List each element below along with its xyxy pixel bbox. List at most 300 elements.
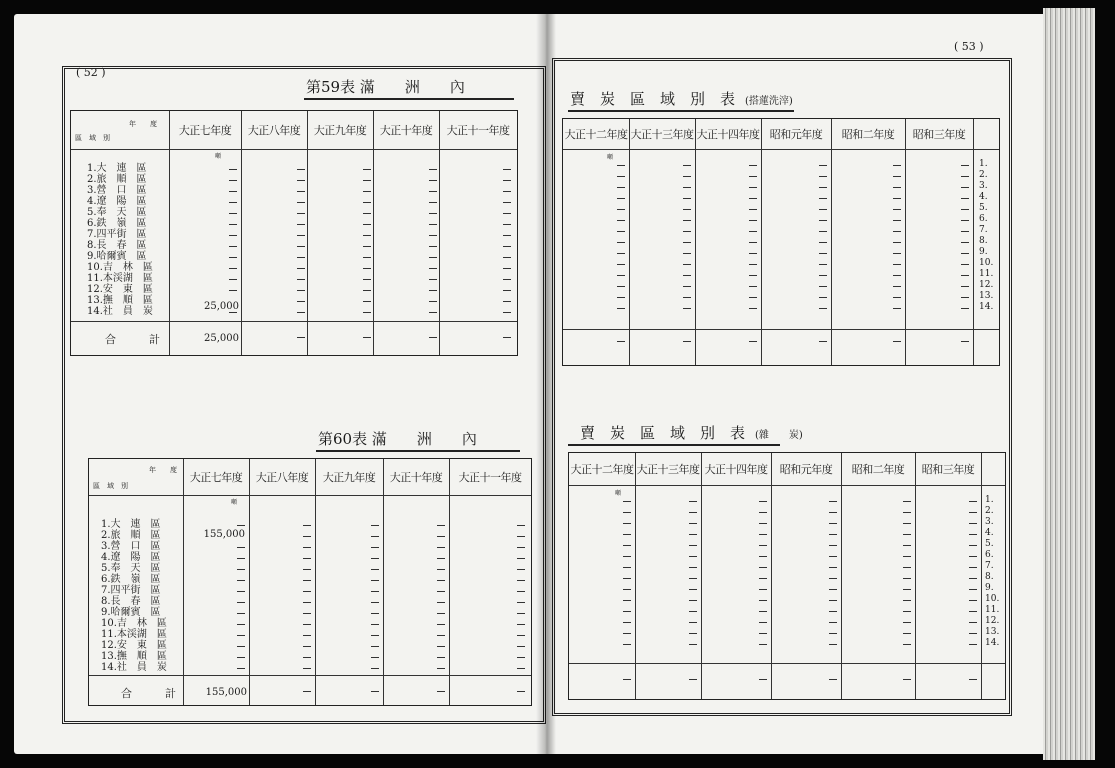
right-table60-col-header: 大正十四年度: [704, 463, 768, 476]
nil-dash: [303, 525, 311, 526]
region-label: 5.奉 天 區: [101, 563, 161, 574]
nil-dash: [759, 501, 767, 502]
row-number: 2.: [985, 506, 994, 516]
region-label: 10.吉 林 區: [101, 618, 167, 629]
nil-dash: [749, 308, 757, 309]
nil-dash: [517, 624, 525, 625]
nil-dash: [961, 198, 969, 199]
nil-dash: [237, 558, 245, 559]
nil-dash: [969, 611, 977, 612]
nil-dash: [229, 312, 237, 313]
nil-dash: [437, 558, 445, 559]
right-table59-col-header: 大正十二年度: [564, 128, 628, 141]
region-label: 10.吉 林 區: [87, 262, 153, 273]
nil-dash: [759, 567, 767, 568]
nil-dash: [229, 257, 237, 258]
region-label: 5.奉 天 區: [87, 207, 147, 218]
right-table59-title: [570, 88, 793, 109]
nil-dash: [363, 312, 371, 313]
right-table60-col-header: 昭和元年度: [779, 463, 833, 476]
right-table60-col-header: 昭和二年度: [851, 463, 905, 476]
row-number: 13.: [979, 291, 994, 301]
table59-total-value: 25,000: [204, 333, 239, 344]
nil-dash: [303, 602, 311, 603]
row-number: 11.: [985, 605, 1000, 615]
nil-dash: [623, 512, 631, 513]
right-table60-col-header: 大正十三年度: [636, 463, 700, 476]
nil-dash: [759, 589, 767, 590]
region-label: 11.本渓湖 區: [101, 629, 167, 640]
nil-dash-total: [371, 691, 379, 692]
nil-dash-total: [303, 691, 311, 692]
table59-diagonal-top: 年 度: [129, 120, 157, 128]
nil-dash: [819, 209, 827, 210]
nil-dash: [829, 633, 837, 634]
nil-dash: [759, 556, 767, 557]
nil-dash: [819, 275, 827, 276]
nil-dash: [437, 613, 445, 614]
nil-dash: [623, 589, 631, 590]
right-table60-title-text: 賣 炭 區 域 別 表: [580, 424, 746, 442]
nil-dash: [429, 290, 437, 291]
nil-dash: [437, 602, 445, 603]
nil-dash: [617, 297, 625, 298]
table59-title-rule: [304, 98, 514, 100]
region-label: 14.社 員 炭: [87, 306, 153, 317]
nil-dash: [371, 558, 379, 559]
row-number: 9.: [985, 583, 994, 593]
nil-dash: [363, 213, 371, 214]
nil-dash: [503, 235, 511, 236]
page-number-right: ( 53 ): [954, 40, 984, 53]
nil-dash: [617, 187, 625, 188]
nil-dash: [759, 512, 767, 513]
nil-dash: [363, 191, 371, 192]
nil-dash: [829, 567, 837, 568]
nil-dash: [371, 657, 379, 658]
nil-dash: [759, 622, 767, 623]
nil-dash: [617, 176, 625, 177]
nil-dash: [683, 220, 691, 221]
nil-dash: [503, 257, 511, 258]
table60-col-header: 大正十一年度: [458, 471, 522, 484]
nil-dash: [229, 191, 237, 192]
nil-dash: [683, 187, 691, 188]
nil-dash-total: [503, 337, 511, 338]
nil-dash: [819, 231, 827, 232]
nil-dash: [371, 613, 379, 614]
nil-dash-total: [829, 679, 837, 680]
nil-dash: [517, 646, 525, 647]
row-number: 8.: [979, 236, 988, 246]
row-number: 4.: [979, 192, 988, 202]
nil-dash: [517, 657, 525, 658]
nil-dash: [517, 547, 525, 548]
region-label: 2.旅 順 區: [87, 174, 147, 185]
nil-dash: [617, 286, 625, 287]
nil-dash: [437, 580, 445, 581]
nil-dash: [363, 268, 371, 269]
nil-dash: [429, 279, 437, 280]
region-label: 14.社 員 炭: [101, 662, 167, 673]
nil-dash: [829, 534, 837, 535]
table60-title-rule: [316, 450, 520, 452]
right-table59-col-header: 大正十三年度: [630, 128, 694, 141]
nil-dash: [683, 176, 691, 177]
nil-dash: [819, 286, 827, 287]
nil-dash-total: [819, 341, 827, 342]
nil-dash: [759, 545, 767, 546]
nil-dash-total: [893, 341, 901, 342]
nil-dash: [371, 525, 379, 526]
nil-dash: [961, 275, 969, 276]
nil-dash: [903, 611, 911, 612]
nil-dash: [371, 602, 379, 603]
nil-dash: [683, 308, 691, 309]
nil-dash: [689, 578, 697, 579]
row-number: 6.: [985, 550, 994, 560]
nil-dash: [961, 308, 969, 309]
nil-dash: [893, 275, 901, 276]
region-label: 3.營 口 區: [101, 541, 161, 552]
nil-dash: [819, 242, 827, 243]
nil-dash: [819, 264, 827, 265]
nil-dash: [617, 209, 625, 210]
nil-dash: [437, 547, 445, 548]
table60-diagonal-bottom: 區 域 別: [93, 482, 128, 490]
table59-col-header: 大正八年度: [247, 124, 301, 137]
nil-dash: [503, 290, 511, 291]
row-number: 8.: [985, 572, 994, 582]
nil-dash: [689, 633, 697, 634]
right-table60-col-header: 大正十二年度: [570, 463, 634, 476]
right-table60-number-list: [985, 495, 1005, 649]
nil-dash: [893, 198, 901, 199]
nil-dash: [961, 176, 969, 177]
row-number: 14.: [985, 638, 1000, 648]
nil-dash: [237, 547, 245, 548]
nil-dash: [363, 279, 371, 280]
nil-dash: [689, 622, 697, 623]
nil-dash: [759, 600, 767, 601]
nil-dash: [429, 180, 437, 181]
nil-dash: [819, 187, 827, 188]
nil-dash: [623, 567, 631, 568]
right-table59-grid: [562, 118, 1000, 366]
region-label: 7.四平街 區: [87, 229, 147, 240]
nil-dash: [517, 613, 525, 614]
nil-dash: [893, 176, 901, 177]
right-table60-subtitle: (雜 炭): [755, 430, 803, 441]
nil-dash: [749, 297, 757, 298]
nil-dash: [617, 253, 625, 254]
nil-dash: [503, 301, 511, 302]
nil-dash: [297, 268, 305, 269]
nil-dash: [297, 213, 305, 214]
nil-dash: [429, 257, 437, 258]
nil-dash: [683, 165, 691, 166]
row-number: 12.: [985, 616, 1000, 626]
nil-dash: [623, 534, 631, 535]
row-number: 7.: [985, 561, 994, 571]
nil-dash: [819, 297, 827, 298]
nil-dash: [617, 242, 625, 243]
nil-dash: [749, 253, 757, 254]
nil-dash: [969, 523, 977, 524]
nil-dash: [229, 213, 237, 214]
nil-dash: [237, 657, 245, 658]
nil-dash: [893, 187, 901, 188]
nil-dash: [229, 290, 237, 291]
nil-dash: [893, 165, 901, 166]
nil-dash: [759, 633, 767, 634]
nil-dash: [429, 268, 437, 269]
nil-dash: [503, 268, 511, 269]
nil-dash: [297, 191, 305, 192]
nil-dash: [683, 242, 691, 243]
nil-dash: [623, 578, 631, 579]
nil-dash: [429, 169, 437, 170]
nil-dash: [437, 668, 445, 669]
nil-dash: [429, 202, 437, 203]
nil-dash: [303, 591, 311, 592]
nil-dash: [371, 624, 379, 625]
region-label: 7.四平街 區: [101, 585, 161, 596]
region-label: 13.撫 順 區: [101, 651, 167, 662]
right-table59-subtitle: (搭蓮洗滓): [745, 96, 793, 107]
nil-dash: [759, 534, 767, 535]
nil-dash: [429, 246, 437, 247]
nil-dash: [893, 231, 901, 232]
nil-dash: [969, 534, 977, 535]
table60-value-ryojun: 155,000: [203, 529, 245, 540]
table60-diagonal-top: 年 度: [149, 466, 177, 474]
nil-dash: [961, 264, 969, 265]
row-number: 5.: [985, 539, 994, 549]
nil-dash: [229, 279, 237, 280]
table59-col-header: 大正十一年度: [446, 124, 510, 137]
nil-dash: [689, 644, 697, 645]
right-table59-title-rule: [568, 110, 794, 112]
region-label: 12.安 東 區: [87, 284, 153, 295]
nil-dash: [517, 668, 525, 669]
nil-dash: [623, 523, 631, 524]
unit-label: 噸: [615, 490, 622, 497]
nil-dash: [961, 242, 969, 243]
nil-dash-total: [429, 337, 437, 338]
nil-dash: [371, 580, 379, 581]
nil-dash: [961, 286, 969, 287]
nil-dash: [689, 600, 697, 601]
nil-dash: [749, 231, 757, 232]
nil-dash: [237, 602, 245, 603]
nil-dash-total: [749, 341, 757, 342]
table60-left-grid: [88, 458, 532, 706]
table60-col-header: 大正九年度: [322, 471, 376, 484]
row-number: 11.: [979, 269, 994, 279]
nil-dash: [683, 231, 691, 232]
nil-dash: [371, 635, 379, 636]
nil-dash: [303, 635, 311, 636]
nil-dash: [517, 558, 525, 559]
nil-dash-total: [623, 679, 631, 680]
nil-dash: [617, 308, 625, 309]
nil-dash: [429, 312, 437, 313]
nil-dash: [969, 556, 977, 557]
nil-dash: [903, 622, 911, 623]
nil-dash: [297, 312, 305, 313]
nil-dash: [229, 202, 237, 203]
left-page: [14, 14, 546, 754]
nil-dash: [503, 191, 511, 192]
nil-dash-total: [961, 341, 969, 342]
nil-dash-total: [683, 341, 691, 342]
nil-dash-total: [297, 337, 305, 338]
nil-dash: [819, 220, 827, 221]
nil-dash: [689, 512, 697, 513]
nil-dash: [303, 569, 311, 570]
table60-total-label: 合 計: [121, 687, 176, 700]
table59-total-label: 合 計: [105, 333, 160, 346]
right-table60-col-header: 昭和三年度: [921, 463, 975, 476]
nil-dash: [517, 536, 525, 537]
nil-dash: [429, 235, 437, 236]
nil-dash: [683, 209, 691, 210]
nil-dash: [303, 646, 311, 647]
nil-dash: [969, 633, 977, 634]
nil-dash: [961, 253, 969, 254]
book-page-edges: [1043, 8, 1095, 760]
nil-dash: [437, 657, 445, 658]
nil-dash: [363, 224, 371, 225]
nil-dash: [617, 198, 625, 199]
nil-dash: [363, 301, 371, 302]
right-table59-number-list: [979, 159, 999, 313]
nil-dash: [303, 536, 311, 537]
nil-dash: [969, 600, 977, 601]
region-label: 4.遼 陽 區: [101, 552, 161, 563]
nil-dash: [903, 578, 911, 579]
nil-dash: [829, 523, 837, 524]
nil-dash: [371, 668, 379, 669]
table59-diagonal-bottom: 區 域 別: [75, 134, 110, 142]
nil-dash: [517, 591, 525, 592]
nil-dash: [749, 275, 757, 276]
nil-dash: [759, 578, 767, 579]
nil-dash: [903, 545, 911, 546]
nil-dash-total: [969, 679, 977, 680]
nil-dash: [517, 580, 525, 581]
nil-dash: [623, 611, 631, 612]
nil-dash: [303, 624, 311, 625]
nil-dash: [759, 523, 767, 524]
table59-col-header: 大正七年度: [178, 124, 232, 137]
nil-dash: [371, 569, 379, 570]
nil-dash: [749, 220, 757, 221]
nil-dash: [903, 523, 911, 524]
row-number: 3.: [979, 181, 988, 191]
nil-dash: [229, 169, 237, 170]
nil-dash: [237, 646, 245, 647]
nil-dash-total: [903, 679, 911, 680]
nil-dash: [503, 312, 511, 313]
nil-dash: [297, 301, 305, 302]
right-table59-title-text: 賣 炭 區 域 別 表: [570, 90, 736, 108]
nil-dash: [623, 644, 631, 645]
nil-dash: [623, 622, 631, 623]
nil-dash: [683, 198, 691, 199]
nil-dash: [517, 602, 525, 603]
right-page: [546, 14, 1043, 754]
nil-dash: [903, 567, 911, 568]
nil-dash: [237, 668, 245, 669]
nil-dash: [303, 668, 311, 669]
row-number: 13.: [985, 627, 1000, 637]
nil-dash: [503, 279, 511, 280]
nil-dash: [517, 569, 525, 570]
row-number: 7.: [979, 225, 988, 235]
table59-left-grid: [70, 110, 518, 356]
nil-dash: [903, 512, 911, 513]
nil-dash-total: [759, 679, 767, 680]
nil-dash: [229, 180, 237, 181]
nil-dash: [617, 275, 625, 276]
nil-dash: [237, 591, 245, 592]
nil-dash: [689, 589, 697, 590]
nil-dash: [893, 297, 901, 298]
nil-dash: [749, 264, 757, 265]
nil-dash: [969, 512, 977, 513]
nil-dash: [229, 224, 237, 225]
nil-dash: [429, 191, 437, 192]
right-table59-col-header: 大正十四年度: [696, 128, 760, 141]
nil-dash: [689, 501, 697, 502]
nil-dash: [819, 198, 827, 199]
nil-dash: [503, 180, 511, 181]
right-table60-title: [580, 422, 803, 443]
region-label: 9.哈爾賓 區: [87, 251, 147, 262]
nil-dash: [503, 169, 511, 170]
row-number: 10.: [985, 594, 1000, 604]
book-gutter-shadow: [536, 14, 556, 754]
nil-dash: [297, 246, 305, 247]
nil-dash: [829, 556, 837, 557]
nil-dash: [969, 501, 977, 502]
nil-dash: [829, 644, 837, 645]
nil-dash: [749, 165, 757, 166]
row-number: 9.: [979, 247, 988, 257]
nil-dash-total: [617, 341, 625, 342]
nil-dash: [237, 580, 245, 581]
nil-dash: [749, 209, 757, 210]
nil-dash: [961, 209, 969, 210]
nil-dash: [961, 231, 969, 232]
nil-dash: [969, 589, 977, 590]
nil-dash: [371, 536, 379, 537]
table60-total-value: 155,000: [205, 687, 247, 698]
nil-dash: [961, 165, 969, 166]
unit-label: 噸: [607, 154, 614, 161]
nil-dash: [961, 220, 969, 221]
nil-dash: [683, 297, 691, 298]
nil-dash: [903, 556, 911, 557]
region-label: 4.遼 陽 區: [87, 196, 147, 207]
nil-dash: [819, 176, 827, 177]
table60-col-header: 大正八年度: [255, 471, 309, 484]
nil-dash: [893, 286, 901, 287]
nil-dash: [297, 257, 305, 258]
region-label: 12.安 東 區: [101, 640, 167, 651]
